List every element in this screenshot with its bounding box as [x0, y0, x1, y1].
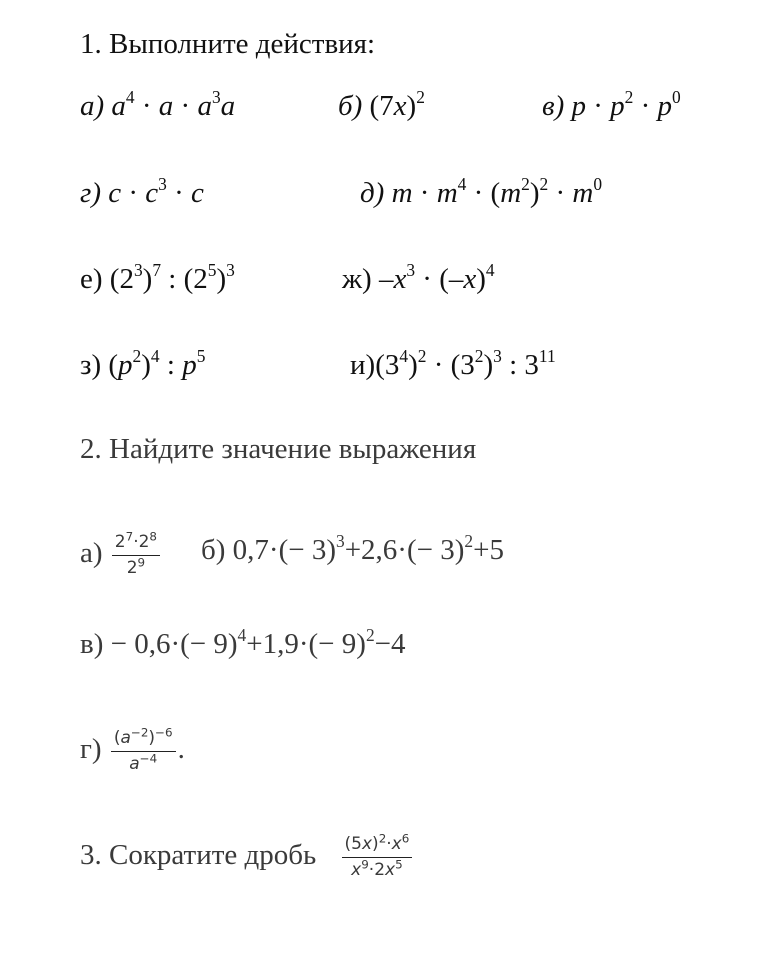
task2-heading: 2. Найдите значение выражения	[80, 433, 477, 465]
task1-item-z: з) $(p^2)^4$ : $p^5$	[80, 345, 206, 381]
task1-item-g: г) $c \cdot c^3 \cdot c$	[80, 173, 204, 209]
task1-item-i: $и)(3^4)^2 \cdot (3^2)^3$ : $3^{11}$	[350, 345, 556, 381]
task2-item-b: б) $0,7\cdot(- 3)^3+2,6\cdot(- 3)^2+5$	[201, 530, 504, 566]
task3-fraction: $\frac{(5x)^2\cdot x^6}{x^9\cdot 2x^5}$	[342, 834, 413, 881]
task1-item-zh: ж) $-x^3 \cdot (-x)^4$	[342, 259, 495, 295]
task3-row: 3. Сократите дробь $\frac{(5x)^2\cdot x^6}{x^9\cdot 2x^5}$	[80, 834, 414, 881]
task2-row-v: $в) - 0,6\cdot(- 9)^4+1,9\cdot(- 9)^2-4$	[80, 624, 406, 660]
task2-a-fraction: $\frac{2^7\cdot 2^8}{2^9}$	[112, 532, 160, 579]
task1-item-v: в) $p \cdot p^2 \cdot p^0$	[542, 86, 681, 122]
task1-item-e: е) $(2^3)^7$ : $(2^5)^3$	[80, 259, 235, 295]
task2-row-g: г) $\frac{(a^{-2})^{-6}}{a^{-4}}$ .	[80, 725, 185, 774]
task1-item-b: б) $(7x)^2$	[338, 86, 425, 122]
task2-item-a: а) $\frac{2^7\cdot 2^8}{2^9}$	[80, 532, 162, 579]
task1-item-a: а) $a^4 \cdot a \cdot a^3a$	[80, 86, 236, 122]
task2-g-fraction: $\frac{(a^{-2})^{-6}}{a^{-4}}$	[111, 728, 176, 775]
task1-item-d: д) $m \cdot m^4 \cdot (m^2)^2 \cdot m^0$	[360, 173, 603, 209]
task1-heading: 1. Выполните действия:	[80, 28, 376, 60]
